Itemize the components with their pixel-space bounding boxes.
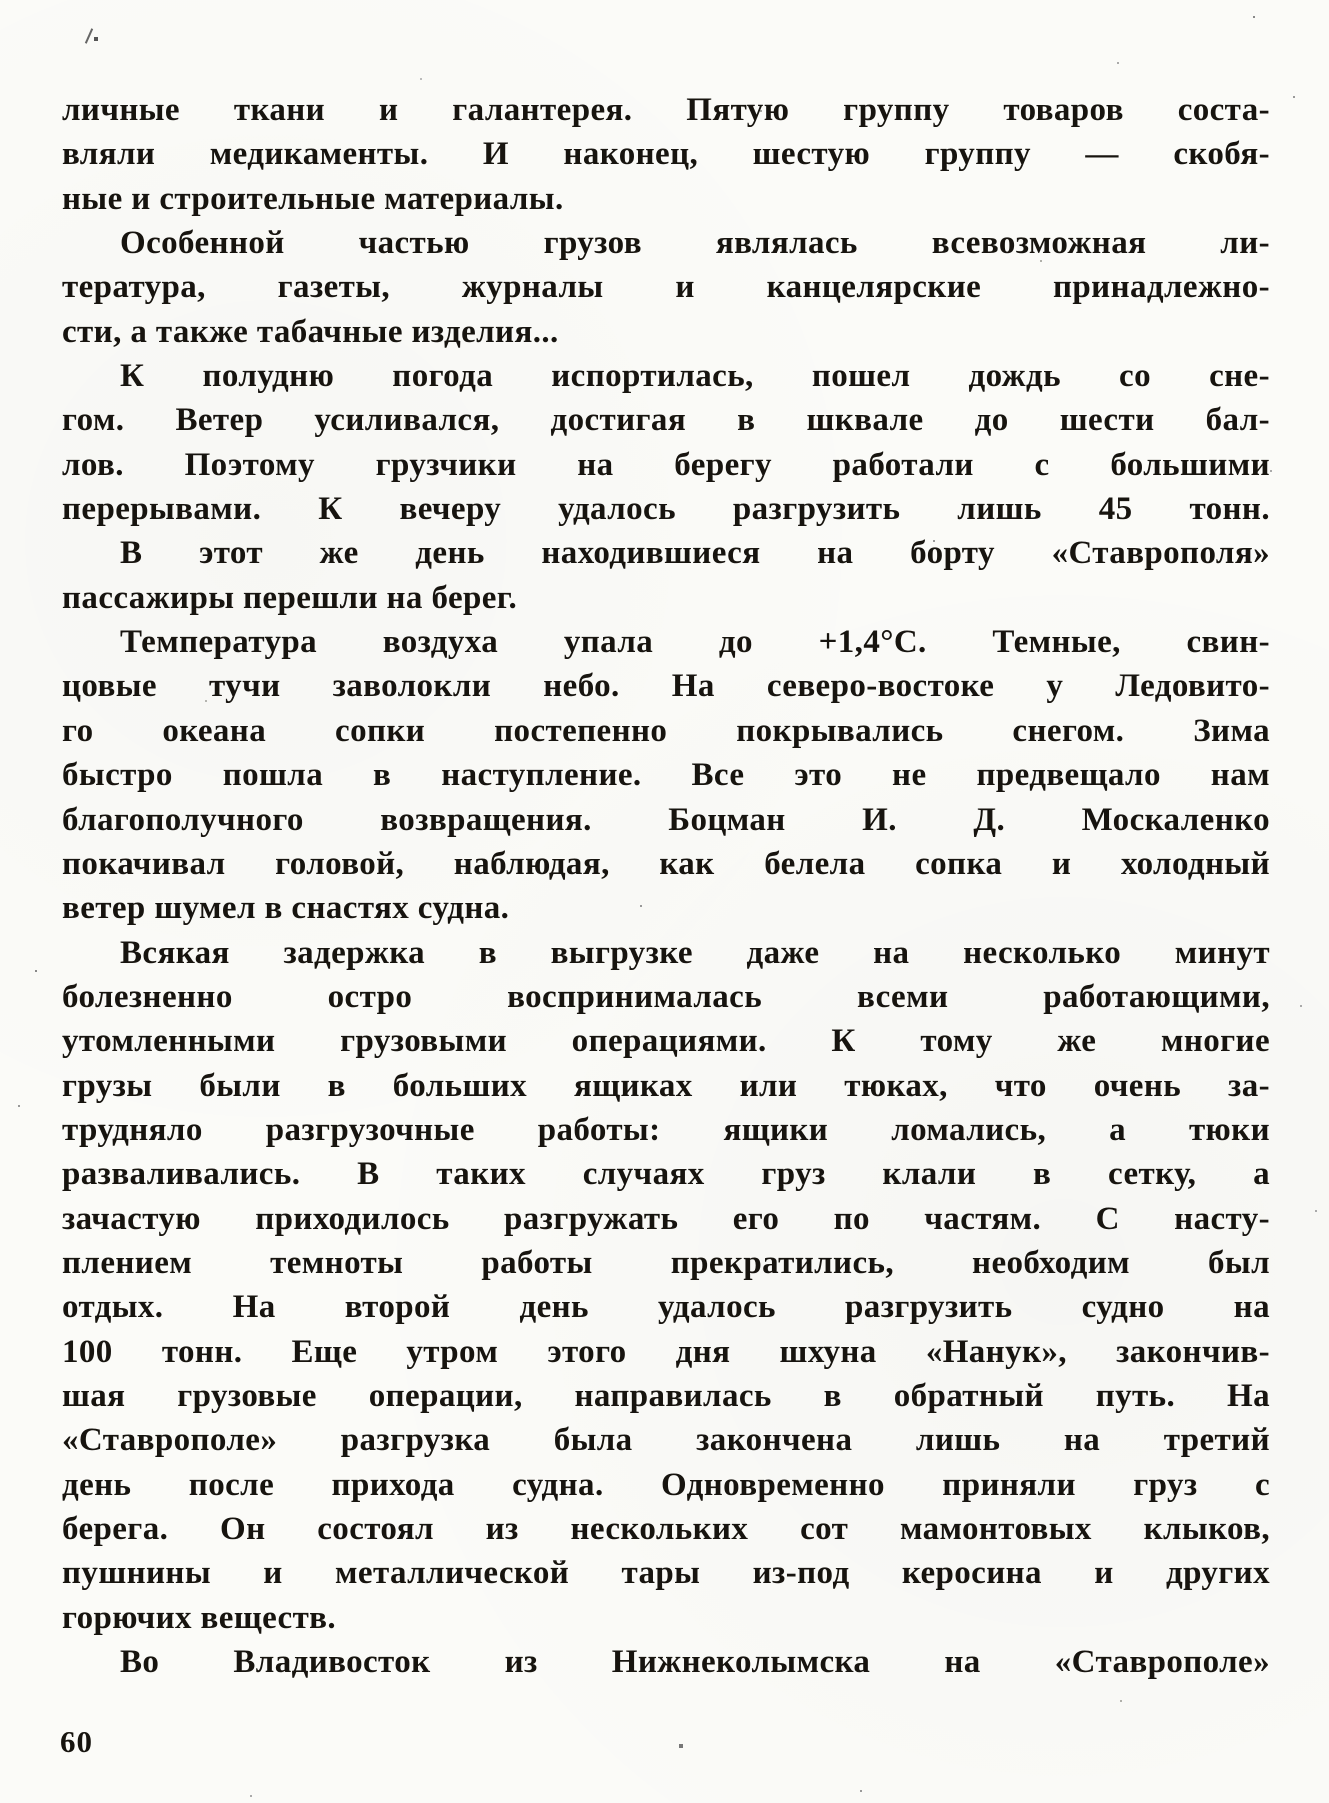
text-line: лов. Поэтому грузчики на берегу работали с большими [62, 446, 1270, 483]
text-line: Всякая задержка в выгрузке даже на несколько минут [120, 934, 1270, 971]
text-line: плением темноты работы прекратились, необходим был [62, 1244, 1270, 1281]
text-line: цовые тучи заволокли небо. На северо-востоке у Ледовито- [62, 668, 1270, 705]
text-line: ные и строительные материалы. [62, 180, 564, 217]
text-line: трудняло разгрузочные работы: ящики ломались, а тюки [62, 1111, 1270, 1148]
text-line: тература, газеты, журналы и канцелярские принадлежно- [62, 269, 1270, 306]
text-line: быстро пошла в наступление. Все это не предвещало нам [62, 757, 1270, 794]
text-line: сти, а также табачные изделия... [62, 313, 559, 350]
text-line: Во Владивосток из Нижнеколымска на «Ставрополе» [120, 1644, 1270, 1681]
text-line: го океана сопки постепенно покрывались снегом. Зима [62, 712, 1270, 749]
text-line: личные ткани и галантерея. Пятую группу товаров соста- [62, 92, 1270, 128]
text-line: болезненно остро воспринималась всеми работающими, [62, 978, 1270, 1015]
text-line: зачастую приходилось разгружать его по частям. С насту- [62, 1200, 1270, 1237]
text-line: Особенной частью грузов являлась всевозможная ли- [120, 225, 1270, 262]
page-number: 60 [60, 1724, 93, 1759]
text-line: 100 тонн. Еще утром этого дня шхуна «Нанук», закончив- [62, 1333, 1270, 1370]
text-line: пушнины и металлической тары из-под керосина и других [62, 1555, 1270, 1592]
text-line: гом. Ветер усиливался, достигая в шквале до шести бал- [62, 402, 1270, 439]
text-line: покачивал головой, наблюдая, как белела сопка и холодный [62, 845, 1270, 882]
text-line: В этот же день находившиеся на борту «Ставрополя» [120, 535, 1270, 572]
scan-artifact [85, 28, 93, 43]
text-block [62, 88, 1270, 1684]
text-line: грузы были в больших ящиках или тюках, что очень за- [62, 1067, 1270, 1104]
text-line: утомленными грузовыми операциями. К тому же многие [62, 1023, 1270, 1060]
scan-specks [0, 0, 2, 2]
text-line: горючих веществ. [62, 1599, 337, 1636]
text-line: благополучного возвращения. Боцман И. Д. Москаленко [62, 801, 1270, 838]
text-line: разваливались. В таких случаях груз клали в сетку, а [62, 1156, 1270, 1193]
text-line: Температура воздуха упала до +1,4°С. Темные, свин- [120, 624, 1270, 661]
text-line: перерывами. К вечеру удалось разгрузить лишь 45 тонн. [62, 491, 1270, 528]
text-line: вляли медикаменты. И наконец, шестую группу — скобя- [62, 136, 1270, 173]
text-line: К полудню погода испортилась, пошел дождь со сне- [120, 358, 1270, 395]
text-line: «Ставрополе» разгрузка была закончена лишь на третий [62, 1422, 1270, 1459]
text-line: шая грузовые операции, направилась в обратный путь. На [62, 1377, 1270, 1414]
text-line: ветер шумел в снастях судна. [62, 890, 510, 927]
text-line: день после прихода судна. Одновременно приняли груз с [62, 1466, 1270, 1503]
text-line: отдых. На второй день удалось разгрузить судно на [62, 1289, 1270, 1326]
text-line: берега. Он состоял из нескольких сот мамонтовых клыков, [62, 1511, 1270, 1547]
text-line: пассажиры перешли на берег. [62, 579, 518, 616]
